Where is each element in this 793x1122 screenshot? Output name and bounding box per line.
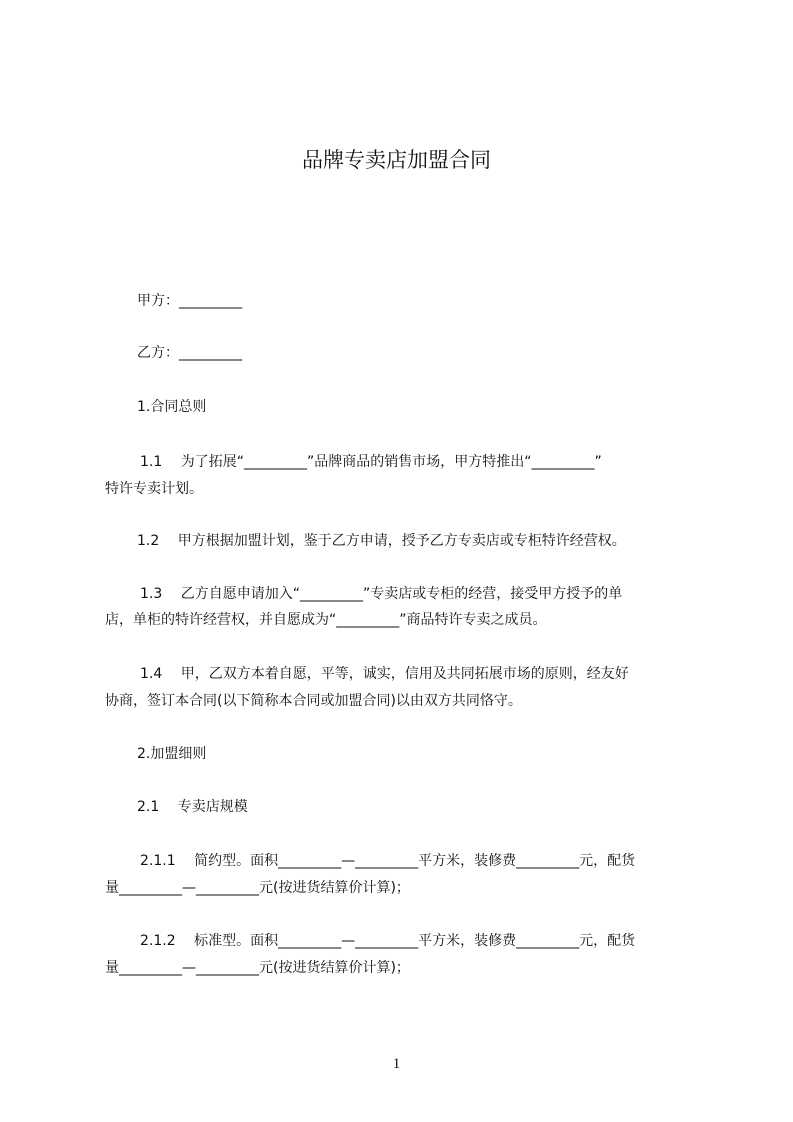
clause-1-4-line2: 协商，签订本合同(以下简称本合同或加盟合同)以由双方共同恪守。 — [105, 693, 522, 709]
document-title: 品牌专卖店加盟合同 — [302, 148, 491, 172]
clause-1-3-line2: 店，单柜的特许经营权，并自愿成为“_________”商品特许专卖之成员。 — [105, 612, 547, 628]
clause-2-1-1-line2: 量_________—_________元(按进货结算价计算)； — [105, 880, 410, 896]
party-a: 甲方：_________ — [137, 293, 242, 309]
clause-1-1-line1: 1.1 为了拓展“_________”品牌商品的销售市场，甲方特推出“_________” — [140, 454, 602, 470]
clause-1-1-line2: 特许专卖计划。 — [105, 481, 203, 497]
clause-2-1-2-line1: 2.1.2 标准型。面积_________—_________平方米，装修费_________元，配货 — [140, 933, 636, 949]
clause-2-1: 2.1 专卖店规模 — [137, 799, 248, 815]
clause-2-1-2-line2: 量_________—_________元(按进货结算价计算)； — [105, 960, 410, 976]
party-b: 乙方：_________ — [137, 345, 242, 361]
clause-1-2: 1.2 甲方根据加盟计划，鉴于乙方申请，授予乙方专卖店或专柜特许经营权。 — [137, 533, 626, 549]
clause-2-1-1-line1: 2.1.1 简约型。面积_________—_________平方米，装修费_________元，配货 — [140, 853, 636, 869]
section-1-heading: 1.合同总则 — [137, 399, 207, 415]
page-number: 1 — [392, 1056, 401, 1072]
clause-1-4-line1: 1.4 甲，乙双方本着自愿，平等，诚实，信用及共同拓展市场的原则，经友好 — [140, 666, 629, 682]
section-2-heading: 2.加盟细则 — [137, 746, 207, 762]
clause-1-3-line1: 1.3 乙方自愿申请加入“_________”专卖店或专柜的经营，接受甲方授予的单 — [140, 586, 623, 602]
